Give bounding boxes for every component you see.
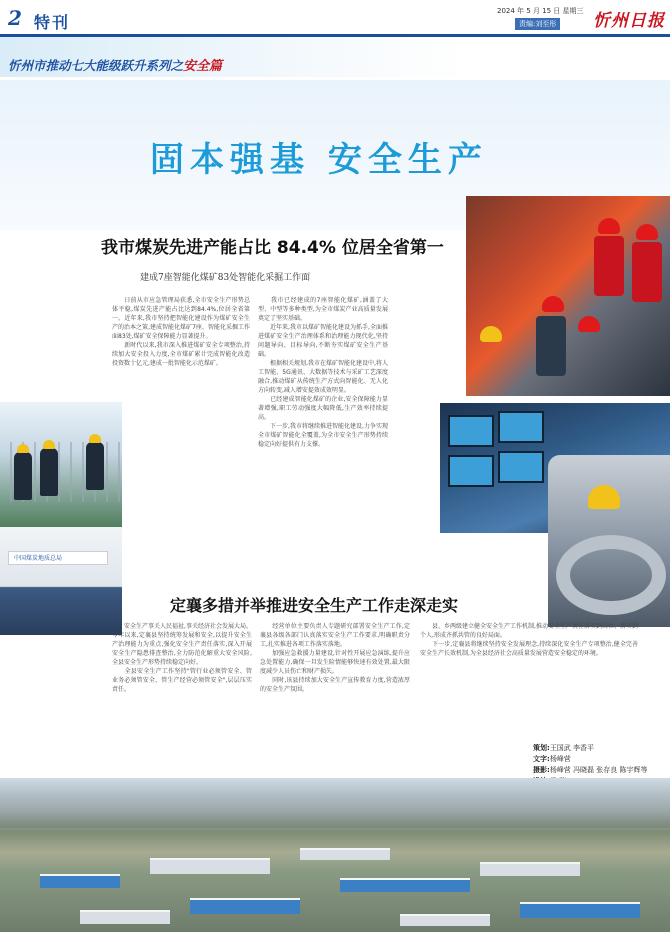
monitor-screen bbox=[498, 451, 544, 483]
monitor-screen bbox=[448, 455, 494, 487]
article2-column-1: 安全生产事关人民福祉,事关经济社会发展大局。今年以来,定襄县坚持统筹发展和安全,以提升安全生产治理能力为重点,强化安全生产责任落实,深入开展安全生产隐患排查整治,全力防范化解重大安全风险,全县安全生产形势持续稳定向好。 全县安全生产工作坚持"管行业必须管安全、管业务必须管安全、管生产经营必须管安全",层层压实责任。 bbox=[112, 623, 252, 693]
series-topic: 安全篇 bbox=[183, 59, 223, 74]
firefighter-figure bbox=[536, 316, 566, 376]
sign-text: 中国煤炭地质总局 bbox=[14, 555, 63, 562]
article2-column-2: 经营单位主要负责人专题研究部署安全生产工作,定襄县各级各部门认真落实安全生产工作要求,明确职责分工,扎实推进各项工作落实落地。 加强应急救援力量建设,针对性开展应急演练,提升应急处置能力,确保一旦发生险情能够快速有效处置,最大限度减少人员伤亡和财产损失。 同时,该县持续加大安全生产宣传教育力度,营造浓厚的安全生产氛围。 bbox=[260, 623, 410, 693]
rescue-team-photo bbox=[466, 196, 670, 396]
page-title: 固本强基 安全生产 bbox=[150, 140, 488, 180]
factory-building bbox=[80, 910, 170, 924]
article1-column-2: 我市已经建成的7座智能化煤矿,涵盖了大型、中型等多种类型,为全市煤炭产业高质量发展奠定了坚实基础。 近年来,我市以煤矿智能化建设为抓手,全面推进煤矿安全生产治理体系和治理能力现代化,坚持问题导向、目标导向,不断夯实煤矿安全生产基础。 根据相关规划,我市在煤矿智能化建设中,将人工智能、5G通讯、大数据等技术与采矿工艺深度融合,推动煤矿从传统生产方式向智能化、无人化方向转变,减人增安提效成效明显。 已经建成智能化煤矿的企业,安全保障能力显著增强,职工劳动强度大幅降低,生产效率持续提高。 下一步,我市将继续推进智能化建设,力争实现全市煤矿智能化全覆盖,为全市安全生产形势持续稳定向好提供有力支撑。 bbox=[258, 297, 388, 448]
yellow-helmet-icon bbox=[480, 326, 502, 342]
factory-building bbox=[150, 858, 270, 874]
monitor-screen bbox=[498, 411, 544, 443]
worker-inspection-photo bbox=[548, 455, 670, 627]
monitor-screen bbox=[448, 415, 494, 447]
mountain-range bbox=[0, 778, 670, 828]
section-name: 特刊 bbox=[34, 13, 71, 32]
article1-subheadline: 建成7座智能化煤矿83处智能化采掘工作面 bbox=[140, 273, 311, 283]
factory-building bbox=[300, 848, 390, 860]
aerial-industrial-park-photo bbox=[0, 778, 670, 932]
yellow-helmet-icon bbox=[89, 434, 101, 443]
editor-credit: 责编:刘至彤 bbox=[515, 18, 560, 30]
factory-building bbox=[340, 878, 470, 892]
red-helmet-icon bbox=[578, 316, 600, 332]
factory-building bbox=[400, 914, 490, 926]
credit-line: 摄影:杨峰营 冯晓磊 张存良 陈宇辉等 bbox=[533, 766, 648, 774]
yellow-helmet-icon bbox=[17, 444, 29, 453]
article2-column-3: 县、乡两级建立健全安全生产工作机制,推动安全生产责任落实到岗位、落实到个人,形成齐抓共管的良好局面。 下一步,定襄县将继续坚持安全发展理念,持续深化安全生产专项整治,健全完善安全生产长效机制,为全县经济社会高质量发展营造安全稳定的环境。 bbox=[420, 623, 638, 657]
page-header bbox=[0, 0, 670, 40]
yellow-helmet-icon bbox=[588, 485, 620, 509]
factory-building bbox=[40, 874, 120, 888]
factory-building bbox=[480, 862, 580, 876]
issue-date: 2024 年 5 月 15 日 星期三 bbox=[497, 7, 584, 15]
credit-line: 文字:杨峰营 bbox=[533, 755, 571, 763]
article1-headline: 我市煤炭先进产能占比 84.4% 位居全省第一 bbox=[101, 238, 444, 258]
page-number: 2 bbox=[8, 6, 22, 30]
drill-exercise-photo bbox=[0, 402, 122, 528]
bearing-ring bbox=[556, 535, 666, 615]
factory-building bbox=[520, 902, 640, 918]
article2-headline: 定襄多措并举推进安全生产工作走深走实 bbox=[170, 596, 459, 615]
factory-building bbox=[190, 898, 300, 914]
worker-figure bbox=[40, 448, 58, 496]
worker-figure bbox=[86, 442, 104, 490]
red-helmet-icon bbox=[598, 218, 620, 234]
group-photo bbox=[0, 527, 122, 635]
series-title bbox=[8, 55, 222, 74]
article1-column-1: 日前从市应急管理局获悉,全市安全生产形势总体平稳,煤炭先进产能占比达到84.4%,位居全省第一。近年来,我市坚持把智能化建设作为煤矿安全生产的治本之策,建成智能化煤矿7座、智能化采掘工作面83处,煤矿安全保障能力显著提升。 新时代以来,我市深入推进煤矿安全专项整治,持续加大安全投入力度,全市煤矿累计完成智能化改造投资数十亿元,建成一批智能化示范煤矿。 bbox=[112, 297, 250, 367]
red-helmet-icon bbox=[636, 224, 658, 240]
red-helmet-icon bbox=[542, 296, 564, 312]
firefighter-figure bbox=[632, 242, 662, 302]
credit-line: 策划:王国武 李香平 bbox=[533, 744, 595, 752]
worker-figure bbox=[14, 452, 32, 500]
yellow-helmet-icon bbox=[43, 440, 55, 449]
series-prefix: 忻州市推动七大能级跃升系列之 bbox=[8, 58, 184, 73]
firefighter-figure bbox=[594, 236, 624, 296]
newspaper-logo: 忻州日报 bbox=[593, 11, 665, 31]
